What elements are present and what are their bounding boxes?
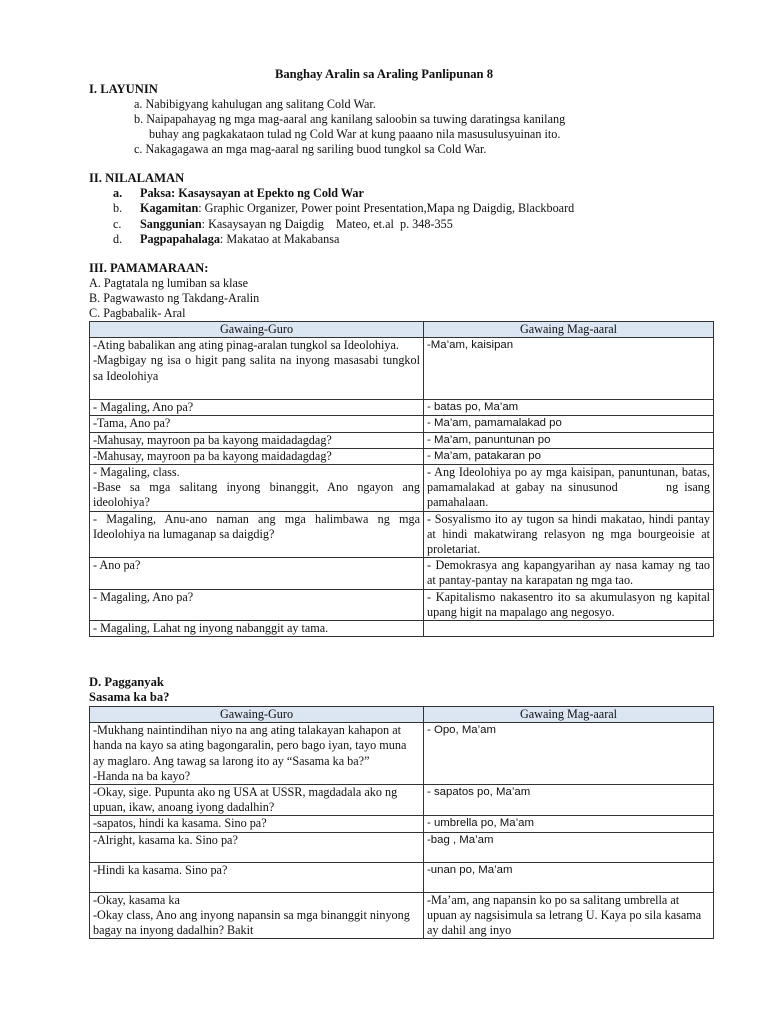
pagganyak-table <box>89 706 714 939</box>
magaaral-cell: - Ma’am, panuntunan po <box>424 432 714 448</box>
guro-cell: -Hindi ka kasama. Sino pa? <box>90 862 424 892</box>
pagganyak-heading: D. Pagganyak <box>89 675 164 689</box>
guro-cell: - Magaling, Anu-ano naman ang mga halimbawa ng mga Ideolohiya na lumaganap sa daigdig? <box>90 511 424 558</box>
list-marker: b. <box>113 201 123 216</box>
list-marker: a. <box>113 186 123 200</box>
table-row <box>90 558 714 589</box>
pagbabalik-aral-table <box>89 321 714 637</box>
magaaral-cell: - sapatos po, Ma’am <box>424 785 714 816</box>
table-row <box>90 832 714 862</box>
table-row <box>90 816 714 832</box>
table-row <box>90 785 714 816</box>
pagpapahalaga-label: Pagpapahalaga <box>140 232 220 247</box>
layunin-item: c. Nakagagawa an mga mag-aaral ng sariling buod tungkol sa Cold War. <box>134 142 487 156</box>
guro-cell: - Magaling, Ano pa? <box>90 400 424 416</box>
guro-line: -Okay, kasama ka <box>93 892 180 907</box>
guro-cell: - Magaling, Lahat ng inyong nabanggit ay tama. <box>90 621 424 637</box>
table-row <box>90 416 714 432</box>
sanggunian-value: : Kasaysayan ng Daigdig Mateo, et.al p. 348-355 <box>201 216 453 231</box>
table-header-row <box>90 322 714 338</box>
table-row <box>90 400 714 416</box>
magaaral-cell: - batas po, Ma’am <box>424 400 714 416</box>
list-marker: c. <box>113 216 122 231</box>
magaaral-cell: - Opo, Ma’am <box>424 723 714 785</box>
table-row <box>90 448 714 464</box>
magaaral-cell: - Ma’am, patakaran po <box>424 448 714 464</box>
pamamaraan-item: C. Pagbabalik- Aral <box>89 306 186 320</box>
guro-cell: - Magaling, Ano pa? <box>90 589 424 620</box>
guro-cell <box>90 723 424 785</box>
table-row <box>90 338 714 400</box>
column-header-magaaral: Gawaing Mag-aaral <box>424 707 714 723</box>
guro-cell: - Ano pa? <box>90 558 424 589</box>
guro-line: -Ating babalikan ang ating pinag-aralan tungkol sa Ideolohiya. <box>93 338 399 353</box>
guro-line: -Magbigay ng isa o higit pang salita na inyong masasabi tungkol sa Ideolohiya <box>93 353 420 383</box>
table-row <box>90 892 714 939</box>
guro-line: -Okay class, Ano ang inyong napansin sa mga binanggit ninyong bagay na inyong dadalhin? Bakit <box>93 907 410 938</box>
nilalaman-heading: II. NILALAMAN <box>89 171 185 185</box>
column-header-guro: Gawaing-Guro <box>90 322 424 338</box>
guro-line: -Handa na ba kayo? <box>93 768 191 783</box>
table-row <box>90 465 714 512</box>
guro-line: - Magaling, class. <box>93 465 180 480</box>
guro-line: -Mukhang naintindihan niyo na ang ating talakayan kahapon at handa na kayo sa ating bagongaralin, pero bago iyan, tayo muna ay maglaro. Ang tawag sa larong ito ay “Sasama ka ba?” <box>93 723 407 768</box>
layunin-item: buhay ang pagkakataon tulad ng Cold War at kung paaano nila masusulusyuinan ito. <box>149 127 561 141</box>
guro-line: -Base sa mga salitang inyong binanggit, Ano ngayon ang ideolohiya? <box>93 480 420 510</box>
layunin-item: b. Naipapahayag ng mga mag-aaral ang kanilang saloobin sa tuwing daratingsa kanilang <box>134 112 566 126</box>
guro-cell: -Mahusay, mayroon pa ba kayong maidadagdag? <box>90 448 424 464</box>
kagamitan-label: Kagamitan <box>140 201 199 216</box>
guro-cell <box>90 465 424 512</box>
table-row <box>90 589 714 620</box>
guro-cell <box>90 338 424 400</box>
layunin-heading: I. LAYUNIN <box>89 82 158 96</box>
guro-cell <box>90 892 424 939</box>
pagpapahalaga-value: : Makatao at Makabansa <box>219 232 340 247</box>
sanggunian-label: Sanggunian <box>140 216 202 231</box>
list-marker: d. <box>113 232 123 247</box>
magaaral-cell: - Kapitalismo nakasentro ito sa akumulasyon ng kapital upang higit na mapalago ang negosyo. <box>424 589 714 620</box>
paksa-label: Paksa: Kasaysayan at Epekto ng Cold War <box>140 186 364 200</box>
magaaral-cell <box>424 621 714 637</box>
magaaral-cell: -unan po, Ma’am <box>424 862 714 892</box>
guro-cell: -Alright, kasama ka. Sino pa? <box>90 832 424 862</box>
pamamaraan-item: A. Pagtatala ng lumiban sa klase <box>89 276 249 290</box>
column-header-magaaral: Gawaing Mag-aaral <box>424 322 714 338</box>
guro-cell: -Tama, Ano pa? <box>90 416 424 432</box>
table-row <box>90 432 714 448</box>
guro-cell: -Mahusay, mayroon pa ba kayong maidadagdag? <box>90 432 424 448</box>
document-title: Banghay Aralin sa Araling Panlipunan 8 <box>274 67 493 81</box>
guro-cell: -sapatos, hindi ka kasama. Sino pa? <box>90 816 424 832</box>
guro-cell: -Okay, sige. Pupunta ako ng USA at USSR, magdadala ako ng upuan, ikaw, anoang iyong dadalhin? <box>90 785 424 816</box>
layunin-item: a. Nabibigyang kahulugan ang salitang Cold War. <box>134 97 376 111</box>
magaaral-cell: - Sosyalismo ito ay tugon sa hindi makatao, hindi pantay at hindi makatwirang relasyon ng mga bourgeoisie at proletariat. <box>424 511 714 558</box>
magaaral-cell: - Demokrasya ang kapangyarihan ay nasa kamay ng tao at pantay-pantay na karapatan ng mga tao. <box>424 558 714 589</box>
magaaral-cell: - umbrella po, Ma’am <box>424 816 714 832</box>
magaaral-cell: -bag , Ma’am <box>424 832 714 862</box>
pamamaraan-heading: III. PAMAMARAAN: <box>89 261 209 275</box>
kagamitan-value: : Graphic Organizer, Power point Presentation,Mapa ng Daigdig, Blackboard <box>198 201 575 216</box>
magaaral-cell: - Ma’am, pamamalakad po <box>424 416 714 432</box>
table-header-row <box>90 707 714 723</box>
pamamaraan-item: B. Pagwawasto ng Takdang-Aralin <box>89 291 260 305</box>
pagganyak-subheading: Sasama ka ba? <box>89 690 170 704</box>
table-row <box>90 862 714 892</box>
column-header-guro: Gawaing-Guro <box>90 707 424 723</box>
table-row <box>90 723 714 785</box>
magaaral-cell: -Ma’am, kaisipan <box>424 338 714 400</box>
magaaral-cell: -Ma’am, ang napansin ko po sa salitang umbrella at upuan ay nagsisimula sa letrang U. Kaya po sila kasama ay dahil ang inyo <box>424 892 714 939</box>
table-row <box>90 621 714 637</box>
magaaral-cell: - Ang Ideolohiya po ay mga kaisipan, panuntunan, batas, pamamalakad at gabay na sinusunod ng isang pamahalaan. <box>424 465 714 512</box>
table-row <box>90 511 714 558</box>
